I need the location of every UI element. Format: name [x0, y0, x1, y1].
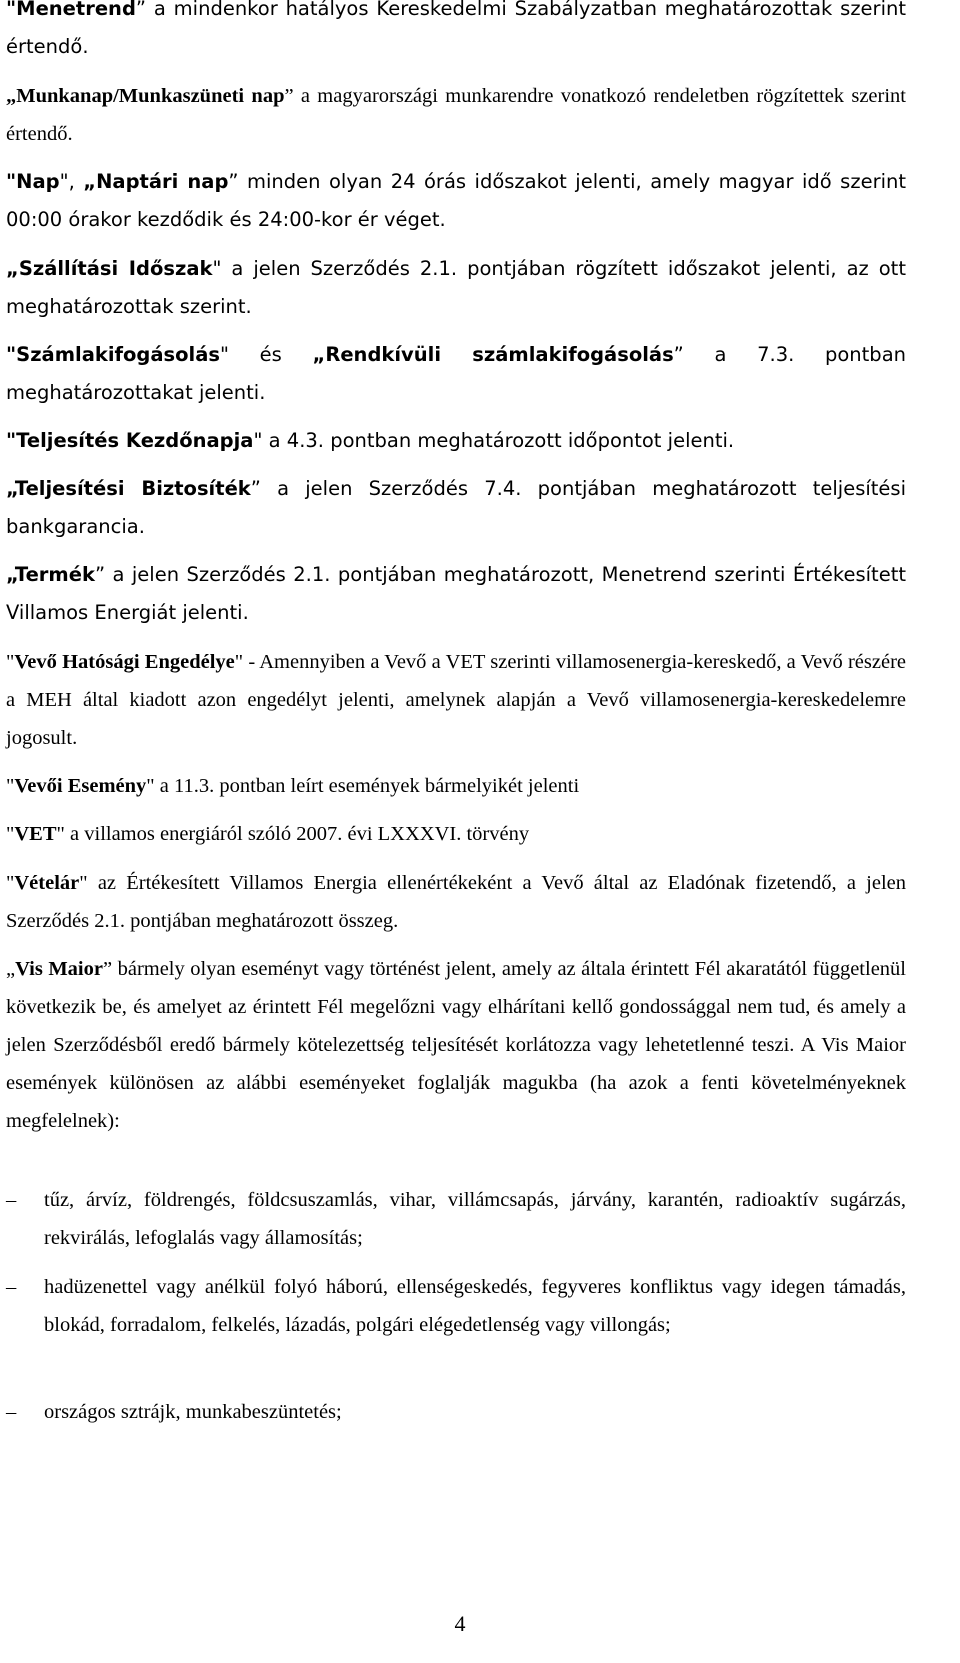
definition-text: " [6, 823, 15, 845]
definition-menetrend [6, 0, 906, 66]
definition-vevo-hatosagi-engedelye [6, 643, 906, 757]
defined-term: "Számlakifogásolás [6, 343, 220, 366]
definition-text: " az Értékesített Villamos Energia ellenértékeként a Vevő által az Eladónak fizetendő, a jelen Szerződés 2.1. pontjában meghatározott összeg. [6, 872, 906, 932]
definition-termek [6, 556, 906, 632]
definition-munkanap [6, 77, 906, 153]
definition-text: ” a mindenkor hatályos Kereskedelmi Szabályzatban meghatározottak szerint értendő. [6, 0, 906, 58]
defined-term: „Rendkívüli számlakifogásolás [312, 343, 674, 366]
defined-term: VET [14, 823, 57, 845]
definition-text: ” a jelen Szerződés 7.4. pontjában meghatározott teljesítési bankgarancia. [6, 477, 907, 538]
dash-marker: – [6, 1189, 17, 1211]
definition-text: " a villamos energiáról szóló 2007. évi LXXXVI. törvény [56, 823, 530, 845]
defined-term: "Teljesítés Kezdőnapja [6, 429, 254, 452]
definition-text: „ [6, 958, 16, 980]
defined-term: „Munkanap/Munkaszüneti nap [6, 85, 285, 107]
bullet-text: hadüzenettel vagy anélkül folyó háború, ellenségeskedés, fegyveres konfliktus vagy idegen támadás, blokád, forradalom, felkelés, lázadás, polgári elégedetlenség vagy villongás; [44, 1276, 906, 1336]
definition-text: " [6, 872, 15, 894]
definition-vet [6, 815, 906, 853]
dash-marker: – [6, 1276, 17, 1298]
definition-text: ” a 7.3. pontban meghatározottakat jelenti. [6, 343, 906, 404]
definition-text: " a jelen Szerződés 2.1. pontjában rögzített időszakot jelenti, az ott meghatározottak szerint. [6, 257, 906, 318]
dash-marker: – [6, 1401, 17, 1423]
definition-text: " a 11.3. pontban leírt események bármelyikét jelenti [146, 775, 580, 797]
defined-term: „Naptári nap [83, 170, 229, 193]
definition-teljesitesi-biztositek [6, 470, 906, 546]
defined-term: „Teljesítési Biztosíték [6, 477, 251, 500]
definition-vevoi-esemeny [6, 767, 906, 805]
definition-text: ", [59, 170, 84, 193]
defined-term: "Nap [6, 170, 60, 193]
bullet-text: tűz, árvíz, földrengés, földcsuszamlás, vihar, villámcsapás, járvány, karantén, radioaktív sugárzás, rekvirálás, lefoglalás vagy államosítás; [44, 1189, 906, 1249]
definition-text: " [6, 651, 15, 673]
definition-text: " - Amennyiben a Vevő a VET szerinti villamosenergia-kereskedő, a Vevő részére a MEH által kiadott azon engedélyt jelenti, amelynek alapján a Vevő villamosenergia-kereskedelemre jogosult. [6, 651, 907, 749]
definition-text: ” bármely olyan eseményt vagy történést jelent, amely az általa érintett Fél akaratától függetlenül következik be, és amelyet az érintett Fél megelőzni vagy elhárítani kellő gondossággal nem tud, és amely a jelen Szerződésből eredő bármely kötelezettség teljesítését korlátozza vagy lehetetlenné teszi. A Vis Maior események különösen az alábbi eseményeket foglalják magukba (ha azok a fenti követelményeknek megfelelnek): [6, 958, 906, 1132]
definition-vetelar [6, 864, 906, 940]
defined-term: „Termék [6, 563, 95, 586]
definition-vis-maior [6, 950, 906, 1140]
defined-term: Vis Maior [15, 958, 103, 980]
defined-term: Vételár [14, 872, 80, 894]
definition-szallitasi-idoszak [6, 250, 906, 326]
definition-text: ” a jelen Szerződés 2.1. pontjában meghatározott, Menetrend szerinti Értékesített Villamos Energiát jelenti. [6, 563, 906, 624]
bullet-text: országos sztrájk, munkabeszüntetés; [44, 1401, 342, 1423]
defined-term: "Menetrend [6, 0, 136, 20]
defined-term: Vevői Esemény [14, 775, 147, 797]
definition-szamlakifogasolas [6, 336, 906, 412]
page-number: 4 [454, 1611, 466, 1636]
definition-text: " és [219, 343, 313, 366]
definition-text: ” minden olyan 24 órás időszakot jelenti, amely magyar idő szerint 00:00 órakor kezdődik és 24:00-kor ér véget. [6, 170, 907, 231]
defined-term: Vevő Hatósági Engedélye [14, 651, 235, 673]
definition-nap [6, 163, 906, 239]
definition-text: " a 4.3. pontban meghatározott időpontot jelenti. [253, 429, 735, 452]
defined-term: „Szállítási Időszak [6, 257, 213, 280]
definition-text: " [6, 775, 15, 797]
definition-text: ” a magyarországi munkarendre vonatkozó rendeletben rögzítettek szerint értendő. [6, 85, 907, 145]
definition-teljesites-kezdonapja [6, 422, 906, 460]
